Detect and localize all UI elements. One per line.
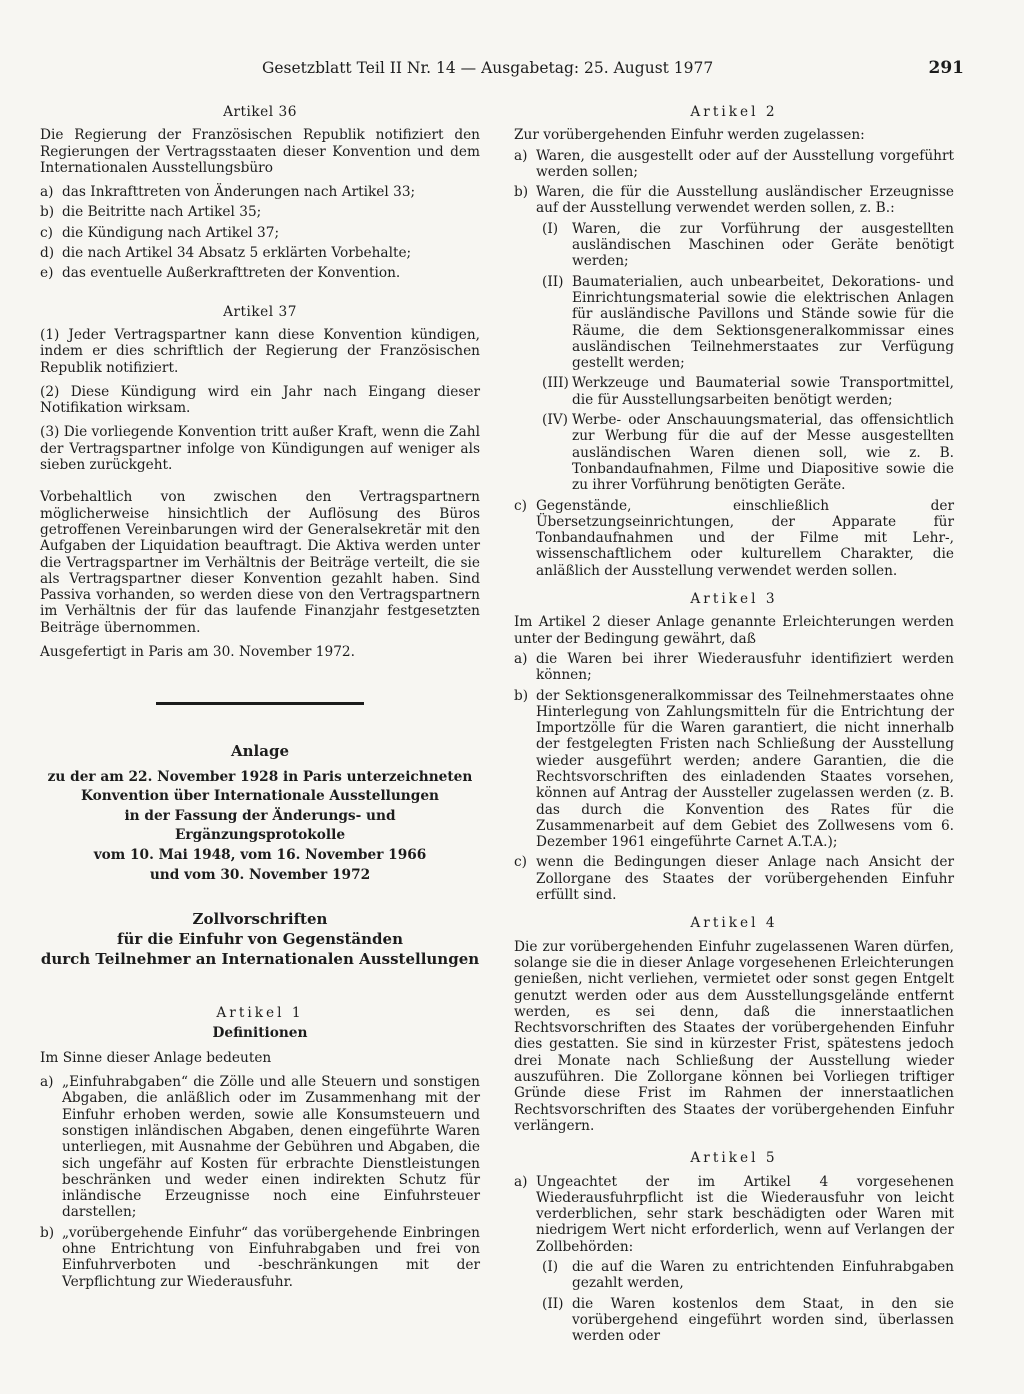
sub-item bbox=[542, 274, 954, 372]
anlage-subtitle-line: zu der am 22. November 1928 in Paris unterzeichneten bbox=[47, 768, 473, 785]
item-text: Waren, die für die Ausstellung ausländischer Erzeugnisse auf der Ausstellung verwendet werden sollen, z. B.: bbox=[536, 184, 954, 217]
item-text: Waren, die ausgestellt oder auf der Ausstellung vorgeführt werden sollen; bbox=[536, 147, 954, 180]
item-label: a) bbox=[40, 184, 54, 201]
item-label: d) bbox=[40, 245, 55, 262]
page-number: 291 bbox=[928, 58, 964, 78]
list-item bbox=[40, 225, 480, 241]
sub-item-text: die auf die Waren zu entrichtenden Einfuhrabgaben gezahlt werden, bbox=[572, 1259, 954, 1292]
article-3-intro: Im Artikel 2 dieser Anlage genannte Erleichterungen werden unter der Bedingung gewährt, daß bbox=[514, 614, 954, 647]
list-item bbox=[514, 854, 954, 903]
sub-item-text: Werkzeuge und Baumaterial sowie Transportmittel, die für Ausstellungsarbeiten benötigt werden; bbox=[572, 375, 954, 408]
anlage-subtitle-line: in der Fassung der Änderungs- und Ergänzungsprotokolle bbox=[124, 807, 396, 844]
article-4-text: Die zur vorübergehenden Einfuhr zugelassenen Waren dürfen, solange sie die in dieser Anlage vorgesehenen Erleichterungen genießen, nicht verliehen, vermietet oder sonst gegen Entgelt genutzt werden oder aus dem Ausstellungsgelände entfernt werden, es sei denn, daß die innerstaatlichen Rechtsvorschriften des Staates der vorübergehenden Einfuhr dies gestatten. Sie sind in kürzester Frist, spätestens jedoch drei Monate nach Schließung der Ausstellung wieder auszuführen. Die Zollorgane können bei Vorliegen triftiger Gründe diese Frist im Rahmen der innerstaatlichen Rechtsvorschriften des Staates der vorübergehenden Einfuhr verlängern. bbox=[514, 938, 954, 1134]
article-5-heading: Artikel 5 bbox=[690, 1150, 778, 1167]
list-item bbox=[40, 204, 480, 220]
anlage-subtitle-line: und vom 30. November 1972 bbox=[149, 866, 371, 883]
sub-item bbox=[542, 221, 954, 270]
sub-item-text: Waren, die zur Vorführung der ausgestellten ausländischen Maschinen oder Geräte benötigt werden; bbox=[572, 220, 954, 270]
sub-item-text: Baumaterialien, auch unbearbeitet, Dekorations- und Einrichtungsmaterial sowie die elektrischen Anlagen für ausländische Pavillons und Stände sowie für die Räume, die dem Sektionsgeneralkommissar eines ausländischen Teilnehmerstaates zur Verfügung gestellt werden; bbox=[572, 273, 954, 372]
item-label: b) bbox=[40, 204, 55, 221]
article-37-para-2: (2) Diese Kündigung wird ein Jahr nach Eingang dieser Notifikation wirksam. bbox=[40, 383, 480, 417]
article-37-heading: Artikel 37 bbox=[223, 303, 297, 320]
article-1-heading: Artikel 1 bbox=[216, 1005, 304, 1022]
sub-item-label: (II) bbox=[542, 273, 564, 290]
article-2-intro: Zur vorübergehenden Einfuhr werden zugelassen: bbox=[514, 127, 865, 144]
section-divider bbox=[156, 702, 364, 705]
item-label: b) bbox=[40, 1224, 55, 1241]
item-text: die Waren bei ihrer Wiederausfuhr identifiziert werden können; bbox=[536, 650, 954, 684]
sub-item-label: (II) bbox=[542, 1295, 564, 1312]
zoll-title-line: Zollvorschriften bbox=[192, 910, 328, 929]
article-4-heading: Artikel 4 bbox=[690, 915, 778, 932]
item-text: das eventuelle Außerkrafttreten der Konvention. bbox=[62, 265, 401, 282]
list-item bbox=[40, 1225, 480, 1290]
anlage-subtitle-line: Konvention über Internationale Ausstellungen bbox=[81, 788, 439, 805]
list-item bbox=[514, 184, 954, 217]
anlage-title: Anlage bbox=[231, 742, 289, 761]
item-text: wenn die Bedingungen dieser Anlage nach Ansicht der Zollorgane des Staates der vorübergehenden Einfuhr erfüllt sind. bbox=[536, 854, 954, 904]
running-head: Gesetzblatt Teil II Nr. 14 — Ausgabetag: 25. August 1977 bbox=[262, 59, 714, 77]
sub-item-label: (I) bbox=[542, 220, 559, 237]
zoll-title-line: durch Teilnehmer an Internationalen Ausstellungen bbox=[40, 950, 480, 969]
article-37-para-4: Vorbehaltlich von zwischen den Vertragspartnern möglicherweise hinsichtlich der Auflösung des Büros getroffenen Vereinbarungen wird der Generalsekretär mit den Aufgaben der Liquidation beauftragt. Die Aktiva werden unter die Vertragspartner im Verhältnis der Beiträge verteilt, die sie als Vertragspartner dieser Konvention gezahlt haben. Sind Passiva vorhanden, so werden diese von den Vertragspartnern im Verhältnis der für das laufende Finanzjahr festgesetzten Beiträge übernommen. bbox=[40, 489, 480, 636]
list-item bbox=[514, 1174, 954, 1255]
article-36-intro: Die Regierung der Französischen Republik notifiziert den Regierungen der Vertragsstaaten dieser Konvention und dem Internationalen Ausstellungsbüro bbox=[40, 127, 480, 176]
list-item bbox=[514, 688, 954, 851]
list-item bbox=[40, 184, 480, 200]
item-text: Gegenstände, einschließlich der Übersetzungseinrichtungen, der Apparate für Tonbandaufnahmen und der Filme mit Lehr-, wissenschaftlichem oder kulturellem Charakter, die anläßlich der Ausstellung verwendet werden sollen. bbox=[536, 497, 954, 579]
sub-item bbox=[542, 1259, 954, 1292]
article-37-para-1: (1) Jeder Vertragspartner kann diese Konvention kündigen, indem er dies schriftlich der Regierung der Französischen Republik notifiziert. bbox=[40, 326, 480, 376]
item-label: a) bbox=[514, 1173, 528, 1190]
item-label: c) bbox=[514, 497, 528, 514]
list-item bbox=[514, 148, 954, 181]
item-text: „vorübergehende Einfuhr“ das vorübergehende Einbringen ohne Entrichtung von Einfuhrabgaben und frei von Einfuhrverboten und -beschränkungen mit der Verpflichtung zur Wiederausfuhr. bbox=[62, 1224, 480, 1290]
sub-item-text: Werbe- oder Anschauungsmaterial, das offensichtlich zur Werbung für die auf der Messe ausgestellten ausländischen Waren dienen soll, wie z. B. Tonbandaufnahmen, Filme und Diapositive sowie die zu ihrer Vorführung benötigten Geräte. bbox=[572, 412, 954, 494]
item-label: a) bbox=[514, 650, 528, 667]
item-label: a) bbox=[514, 147, 528, 164]
list-item bbox=[40, 1074, 480, 1221]
anlage-subtitle-line: vom 10. Mai 1948, vom 16. November 1966 bbox=[93, 846, 427, 863]
signing-line: Ausgefertigt in Paris am 30. November 1972. bbox=[40, 644, 355, 661]
list-item bbox=[40, 265, 480, 281]
article-36-heading: Artikel 36 bbox=[223, 104, 297, 120]
item-text: „Einfuhrabgaben“ die Zölle und alle Steuern und sonstigen Abgaben, die anläßlich oder im Zusammenhang mit der Einfuhr erhoben werden, sowie alle Konsumsteuern und sonstigen inländischen Abgaben, denen eingeführte Waren unterliegen, mit Ausnahme der Gebühren und Abgaben, die sich ungefähr auf Kosten für erbrachte Dienstleistungen beschränken und weder einen indirekten Schutz für inländische Erzeugnisse noch eine Einfuhrsteuer darstellen; bbox=[62, 1074, 480, 1221]
right-column bbox=[514, 104, 954, 1348]
item-label: c) bbox=[40, 224, 54, 241]
zoll-title-line: für die Einfuhr von Gegenständen bbox=[117, 930, 403, 949]
sub-item bbox=[542, 412, 954, 493]
list-item bbox=[514, 651, 954, 684]
item-text: das Inkrafttreten von Änderungen nach Artikel 33; bbox=[62, 184, 416, 201]
page-header bbox=[40, 58, 964, 84]
item-text: der Sektionsgeneralkommissar des Teilnehmerstaates ohne Hinterlegung von Zahlungsmitteln für die Entrichtung der Importzölle für die Waren garantiert, die nicht innerhalb der festgelegten Fristen nach Schließung der Ausstellung wieder ausgeführt werden; andere Garantien, die die Rechtsvorschriften des einladenden Staates vorsehen, können auf Antrag der Aussteller zugelassen werden (z. B. das durch die Konvention des Rates für die Zusammenarbeit auf dem Gebiet des Zollwesens vom 6. Dezember 1961 eingeführte Carnet A.T.A.); bbox=[536, 687, 954, 851]
item-text: die Beitritte nach Artikel 35; bbox=[62, 204, 262, 221]
anlage-subtitle bbox=[40, 768, 480, 886]
article-3-heading: Artikel 3 bbox=[690, 591, 778, 608]
item-label: b) bbox=[514, 687, 529, 704]
item-label: a) bbox=[40, 1074, 54, 1091]
sub-item-text: die Waren kostenlos dem Staat, in den sie vorübergehend eingeführt worden sind, überlassen werden oder bbox=[572, 1295, 954, 1345]
sub-item bbox=[542, 375, 954, 408]
list-item bbox=[40, 245, 480, 261]
zollvorschriften-title bbox=[40, 909, 480, 969]
article-2-heading: Artikel 2 bbox=[690, 104, 778, 120]
sub-item-label: (III) bbox=[542, 375, 569, 392]
item-text: Ungeachtet der im Artikel 4 vorgesehenen Wiederausfuhrpflicht ist die Wiederausfuhr von leicht verderblichen, sehr stark beschädigten oder Waren mit niedrigem Wert nicht erforderlich, wenn auf Verlangen der Zollbehörden: bbox=[536, 1173, 954, 1255]
sub-item bbox=[542, 1296, 954, 1345]
item-label: e) bbox=[40, 265, 54, 282]
article-37-para-3: (3) Die vorliegende Konvention tritt außer Kraft, wenn die Zahl der Vertragspartner infolge von Kündigungen auf weniger als sieben zurückgeht. bbox=[40, 424, 480, 474]
sub-item-label: (I) bbox=[542, 1259, 559, 1275]
sub-item-label: (IV) bbox=[542, 412, 568, 429]
article-1-intro: Im Sinne dieser Anlage bedeuten bbox=[40, 1049, 272, 1066]
item-text: die Kündigung nach Artikel 37; bbox=[62, 224, 280, 241]
item-text: die nach Artikel 34 Absatz 5 erklärten Vorbehalte; bbox=[62, 245, 412, 262]
item-label: c) bbox=[514, 854, 528, 871]
left-column bbox=[40, 104, 480, 1294]
article-1-subheading: Definitionen bbox=[212, 1025, 308, 1042]
item-label: b) bbox=[514, 184, 529, 201]
list-item bbox=[514, 498, 954, 579]
